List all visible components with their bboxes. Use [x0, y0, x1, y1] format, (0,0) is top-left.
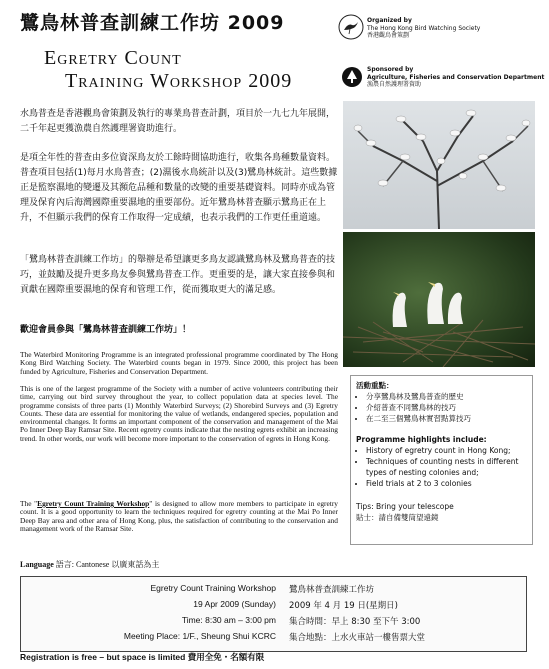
- schedule-cn-date: 2009 年 4 月 19 日(星期日): [289, 601, 398, 611]
- en-paragraph-3: [20, 500, 338, 533]
- schedule-en-time: Time: 8:30 am – 3:00 pm: [181, 615, 276, 625]
- schedule-cn-time: 集合時間：早上 8:30 至下午 3:00: [289, 617, 421, 627]
- schedule-en-place: Meeting Place: 1/F., Sheung Shui KCRC: [123, 631, 276, 641]
- registration-note: Registration is free – but space is limited 費用全免・名額有限: [20, 652, 265, 662]
- sponsored-label: Sponsored by: [367, 66, 414, 73]
- tips-en: Tips: Bring your telescope: [356, 502, 454, 511]
- list-item: • 分享鷺鳥林及鷺鳥普查的歷史: [366, 391, 527, 402]
- organized-by: [367, 17, 480, 40]
- list-item: • 在二至三個鷺鳥林實習點算技巧: [366, 413, 527, 424]
- language-value: Cantonese: [76, 560, 110, 569]
- list-item: • Techniques of counting nests in different types of nesting colonies and;: [366, 456, 527, 478]
- cn-highlights-list: [356, 391, 527, 424]
- hkbws-logo: [338, 14, 364, 44]
- language-line: [20, 559, 159, 570]
- sponsored-by: [367, 66, 544, 89]
- en-highlight-prefix: The ": [20, 499, 38, 508]
- cn-paragraph-2: 是項全年性的普查由多位資深鳥友於工餘時間協助進行，收集各鳥種數量資料。普查項目包括(1)每月水鳥普查；(2)濕後水鳥統計以及(3)鷺鳥林統計。這些數據正是監察濕地的變遷及其瀕危品種和數量的改變的重要基礎資料。同時亦成為管理及保育內后海灣國際重要濕地的重要部份。近年鷺鳥林普查顯示鷺鳥正在上升，不但顯示我們的保育工作取得一定成績，也表示我們的工作更任重道遠。: [20, 153, 338, 223]
- language-value-cn: 以廣東話為主: [111, 560, 160, 569]
- en-highlights-heading: Programme highlights include:: [356, 435, 487, 444]
- tips-cn: 貼士：請自備雙筒望遠鏡: [356, 513, 439, 522]
- cn-highlights-heading: 活動重點：: [356, 381, 394, 390]
- egret-tree-photo: [343, 101, 535, 229]
- sponsored-name-en: Agriculture, Fisheries and Conservation Department: [367, 73, 545, 81]
- en-paragraph-3-body: is designed to allow more members to participate in egretry count. It is a good opportunity to learn the techniques required for egretry counting at the Mai Po Inner Deep Bay area and other area of Hong Kong, plus, the satisfaction of contributing to the conservation and management work of the Ramsar Site.: [20, 499, 338, 533]
- highlights-box: [350, 375, 533, 545]
- schedule-cn-title: 鷺鳥林普查訓練工作坊: [289, 585, 375, 595]
- en-highlight-suffix: ": [149, 499, 155, 508]
- cn-paragraph-3: 「鷺鳥林普查訓練工作坊」的舉辦是希望讓更多鳥友認識鷺鳥林及鷺鳥普查的技巧，並鼓勵及提升更多鳥友參與鷺鳥普查工作。更重要的是，讓大家直接參與和貢獻在國際重要濕地的保育和管理工作，從而獲取更大的滿足感。: [20, 255, 336, 295]
- page-title-cn: 鷺鳥林普查訓練工作坊 2009: [20, 12, 285, 34]
- list-item: • History of egretry count in Hong Kong;: [366, 445, 527, 456]
- bird-logo-icon: [338, 14, 364, 40]
- organized-label: Organized by: [367, 17, 412, 24]
- cn-paragraph-1: 水鳥普查是香港觀鳥會策劃及執行的專業鳥普查計劃，項目於一九七九年展開，二千年起更獲漁農自然護理署資助進行。: [20, 109, 336, 134]
- page-title-en-line1: Egretry Count: [44, 47, 182, 69]
- page-title-en-line2: Training Workshop 2009: [65, 70, 293, 92]
- list-item: • Field trials at 2 to 3 colonies: [366, 478, 527, 489]
- schedule-en-date: 19 Apr 2009 (Sunday): [193, 599, 276, 609]
- en-paragraph-1: The Waterbird Monitoring Programme is an integrated professional programme coordinated by The Hong Kong Bird Watching Society. The Waterbird counts began in 1979. Since 2000, this project has been funded by Agriculture, Fisheries and Conservation Department.: [20, 350, 338, 376]
- tree-logo-icon: [341, 66, 363, 88]
- en-paragraph-2: This is one of the largest programme of the Society with a number of active volunteers contributing their time, carrying out bird survey throughout the year, to collect population data at species level. The programme consists of three parts (1) Monthly Waterbird Surveys; (2) Shorebird Surveys and (3) Egretry Counts. These data are essential for monitoring the value of wetlands, endangered species, population and environmental changes. It forms an important component of the conservation and management of the Mai Po Inner Deep Bay Ramsar Site. Recent egretry counts indicate that the nesting egrets exhibit an increasing trend. In other words, our work will become more important to the conservation of egrets in Hong Kong.: [20, 384, 338, 443]
- cn-paragraph-4: 歡迎會員參與「鷺鳥林普查訓練工作坊」！: [20, 325, 192, 335]
- organized-name-cn: 香港觀鳥會策劃: [367, 32, 410, 39]
- sponsored-name-cn: 漁農自然護理署資助: [367, 81, 422, 88]
- en-highlights-list: [356, 445, 527, 489]
- egret-nest-photo: [343, 232, 535, 367]
- organized-name-en: The Hong Kong Bird Watching Society: [367, 24, 481, 32]
- schedule-cn-place: 集合地點：上水火車站一樓售票大堂: [289, 633, 426, 643]
- afcd-logo: [341, 66, 363, 92]
- schedule-en-title: Egretry Count Training Workshop: [150, 583, 276, 593]
- language-label: Language: [20, 560, 54, 569]
- language-label-cn: 語言:: [55, 560, 75, 569]
- en-highlight: Egretry Count Training Workshop: [37, 499, 150, 508]
- schedule-box: [20, 576, 527, 652]
- list-item: • 介紹普查不同鷺鳥林的技巧: [366, 402, 527, 413]
